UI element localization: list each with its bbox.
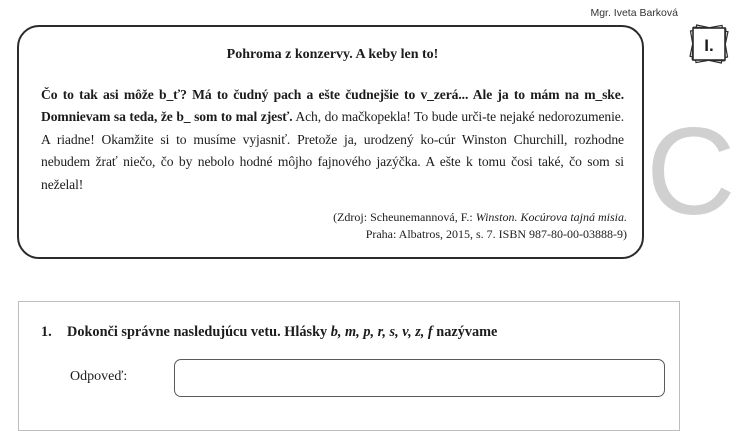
author-name: Mgr. Iveta Barková [590, 7, 678, 19]
source-prefix: (Zdroj: Scheunemannová, F.: [333, 210, 476, 224]
task-question [41, 324, 497, 341]
passage-bold-part: Čo to tak asi môže b_ť? Má to čudný pach a ešte čudnejšie to v_zerá... Ale ja to mám na m_ske. Domnievam sa teda, že b_ som to mal zjesť. [41, 87, 624, 125]
stacked-pages-icon [683, 20, 735, 72]
reading-passage [41, 84, 624, 196]
source-book-title: Winston. Kocúrova tajná misia. [475, 210, 627, 224]
question-start: Dokonči správne nasledujúcu vetu. Hlásky [67, 324, 331, 340]
text-title: Pohroma z konzervy. A keby len to! [226, 47, 439, 62]
answer-field[interactable] [174, 359, 665, 397]
question-end: nazývame [432, 324, 498, 340]
answer-label: Odpoveď: [70, 369, 128, 384]
passage-normal-part: Ach, do mačkopekla! To bude urči-te nejaké nedorozumenie. A riadne! Okamžite si to musíme vyjasniť. Pretože ja, urodzený ko-cúr Winston Churchill, rozhodne nebudem žrať niečo, čo by nebolo hodné môjho fajnového jazýčka. A ešte k tomu čosi také, čo som si neželal! [41, 109, 624, 192]
badge-label: I. [704, 36, 714, 55]
section-badge [683, 20, 735, 72]
source-citation [333, 209, 627, 243]
reading-text-box [17, 25, 644, 259]
question-letters: b, m, p, r, s, v, z, f [330, 324, 433, 340]
task-box [18, 301, 680, 431]
source-publisher: Praha: Albatros, 2015, s. 7. ISBN 987-80-00-03888-9) [365, 227, 627, 241]
task-number: 1. [41, 324, 52, 340]
section-letter: C [646, 103, 736, 241]
